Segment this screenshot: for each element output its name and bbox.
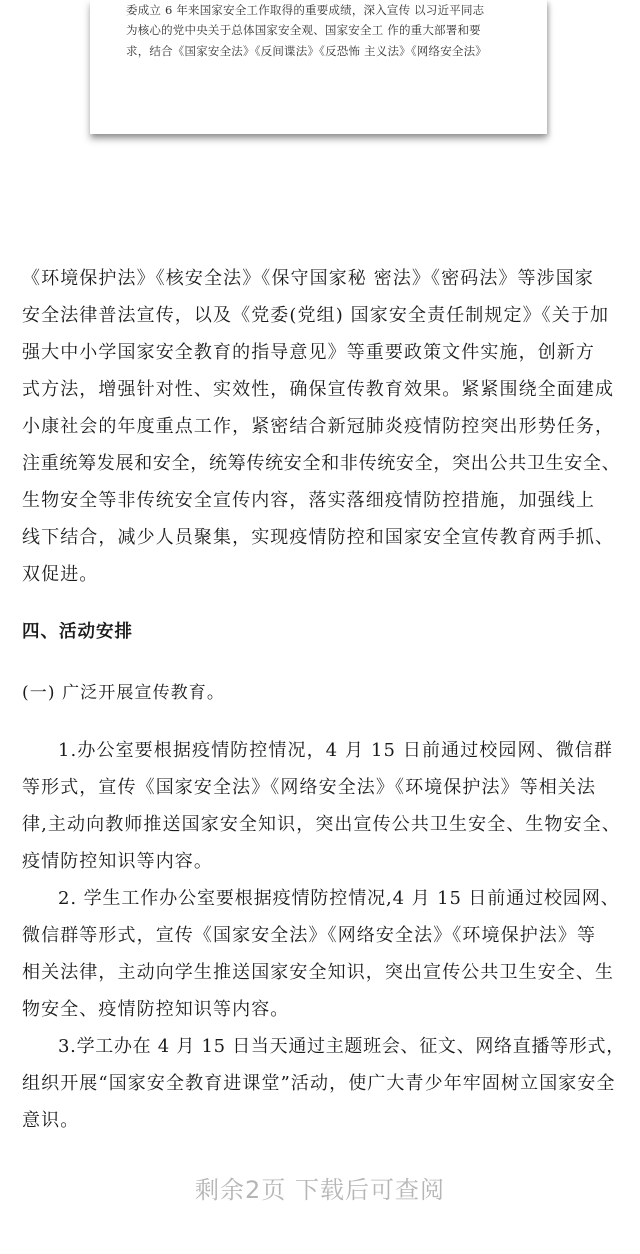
preview-line: 为核心的党中央关于总体国家安全观、国家安全工 作的重大部署和要 (126, 23, 481, 37)
text-line: 等形式，宣传《国家安全法》《网络安全法》《环境保护法》等相关法 (22, 777, 597, 798)
text-line: 疫情防控知识等内容。 (22, 851, 213, 872)
section-heading: 四、活动安排 (22, 622, 133, 642)
preview-line: 委成立 6 年来国家安全工作取得的重要成绩，深入宣传 以习近平同志 (126, 3, 485, 17)
download-to-read-more-link[interactable]: 剩余2页 下载后可查阅 (195, 1176, 445, 1204)
previous-page-preview (90, 0, 547, 134)
text-line: 生物安全等非传统安全宣传内容，落实落细疫情防控措施，加强线上 (22, 490, 595, 511)
text-line: 强大中小学国家安全教育的指导意见》等重要政策文件实施，创新方 (22, 342, 595, 363)
text-line: 物安全、疫情防控知识等内容。 (22, 999, 290, 1020)
text-line: 律,主动向教师推送国家安全知识，突出宣传公共卫生安全、生物安全、 (22, 814, 621, 835)
text-line: 小康社会的年度重点工作，紧密结合新冠肺炎疫情防控突出形势任务， (22, 416, 615, 437)
text-line: 双促进。 (22, 564, 99, 585)
text-line: 式方法，增强针对性、实效性，确保宣传教育效果。紧紧围绕全面建成 (22, 379, 615, 400)
text-line: 组织开展“国家安全教育进课堂”活动，使广大青少年牢固树立国家安全 (22, 1073, 616, 1094)
text-line: 安全法律普法宣传，以及《党委(党组) 国家安全责任制规定》《关于加 (22, 305, 610, 326)
text-line: 注重统筹发展和安全，统筹传统安全和非传统安全，突出公共卫生安全、 (22, 453, 621, 474)
preview-line: 求，结合《国家安全法》《反间谍法》《反恐怖 主义法》《网络安全法》 (126, 44, 488, 58)
text-line: 意识。 (22, 1110, 80, 1131)
text-line: 相关法律，主动向学生推送国家安全知识，突出宣传公共卫生安全、生 (22, 962, 615, 983)
subsection-heading: (一) 广泛开展宣传教育。 (22, 683, 225, 703)
text-line: 1.办公室要根据疫情防控情况，4 月 15 日前通过校园网、微信群 (58, 740, 613, 761)
text-line: 3.学工办在 4 月 15 日当天通过主题班会、征文、网络直播等形式， (58, 1036, 625, 1057)
text-line: 2. 学生工作办公室要根据疫情防控情况,4 月 15 日前通过校园网、 (58, 888, 620, 909)
text-line: 线下结合，减少人员聚集，实现疫情防控和国家安全宣传教育两手抓、 (22, 527, 615, 548)
text-line: 微信群等形式，宣传《国家安全法》《网络安全法》《环境保护法》等 (22, 925, 597, 946)
text-line: 《环境保护法》《核安全法》《保守国家秘 密法》《密码法》等涉国家 (22, 268, 594, 289)
